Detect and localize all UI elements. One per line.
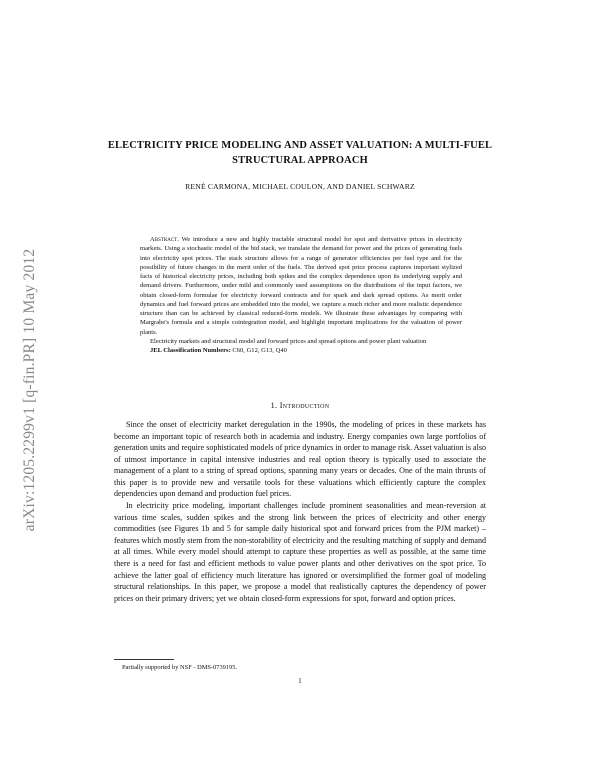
arxiv-identifier: arXiv:1205.2299v1 [q-fin.PR] 10 May 2012 [21,248,38,532]
abstract [140,235,462,355]
footnote-rule [114,659,174,660]
body-text [114,419,486,604]
paragraph-1: Since the onset of electricity market deregulation in the 1990s, the modeling of prices in these markets has become an important topic of research both in academia and industry. Energy companies own large portfolios of generation units and require sophisticated models of price dynamics in order to manage risk. Asset valuation is also of utmost importance in capital intensive industries and real option theory is typically used to associate the management of a plant to a string of spread options, spanning many years or decades. One of the main thrusts of this paper is to provide new and versatile tools for these valuations which efficiently capture the complex dependencies upon demand and production fuel prices. [114,420,486,499]
abstract-text: We introduce a new and highly tractable structural model for spot and derivative prices in electricity markets. Using a stochastic model of the bid stack, we translate the demand for power and the prices of generating fuels into electricity spot prices. The stack structure allows for a range of generator efficiencies per fuel type and for the possibility of future changes in the merit order of the fuels. The derived spot price process captures important stylized facts of historical electricity prices, including both spikes and the complex dependence upon its underlying supply and demand drivers. Furthermore, under mild and commonly used assumptions on the distributions of the input factors, we obtain closed-form formulae for electricity forward contracts and for spark and dark spread options. As merit order dynamics and fuel forward prices are embedded into the model, we capture a much richer and more realistic dependence structure than can be achieved by classical reduced-form models. We illustrate these advantages by comparing with Margrabe's formula and a simple cointegration model, and highlight important implications for the valuation of power plants. [140,236,462,336]
arxiv-sidebar [20,200,40,580]
paper-title: ELECTRICITY PRICE MODELING AND ASSET VALUATION: A MULTI-FUEL STRUCTURAL APPROACH [107,140,493,166]
section-title: Introduction [279,401,330,410]
jel-codes: C60, G12, G13, Q40 [232,347,287,354]
footnote: Partially supported by NSF - DMS-0739195. [122,664,238,671]
abstract-label: Abstract. [150,236,179,243]
section-heading [100,401,500,410]
paper-authors: RENÉ CARMONA, MICHAEL COULON, AND DANIEL SCHWARZ [185,182,415,191]
keywords: Electricity markets and structural model and forward prices and spread options and power plant valuation [150,337,427,345]
abstract-paragraph [140,235,462,337]
paragraph-2: In electricity price modeling, important challenges include prominent seasonalities and mean-reversion at various time scales, sudden spikes and the strong link between the prices of electricity and other energy commodities (see Figures 1b and 5 for sample daily historical spot and forward prices from the PJM market) – features which mostly stem from the non-storability of electricity and the resulting matching of supply and demand at all times. While every model should attempt to capture these properties as well as possible, at the same time there is a need for fast and efficient methods to value power plants and other derivatives on the spot price. To achieve the latter goal of efficiency much literature has ignored or oversimplified the former goal of modeling structural relationships. In this paper, we propose a model that realistically captures the dependency of power prices on their primary drivers; yet we obtain closed-form expressions for spot, forward and option prices. [114,501,486,603]
section-number: 1. [270,401,278,410]
page-number: 1 [298,678,302,685]
jel-classification [140,346,462,355]
jel-label: JEL Classification Numbers: [150,347,231,354]
